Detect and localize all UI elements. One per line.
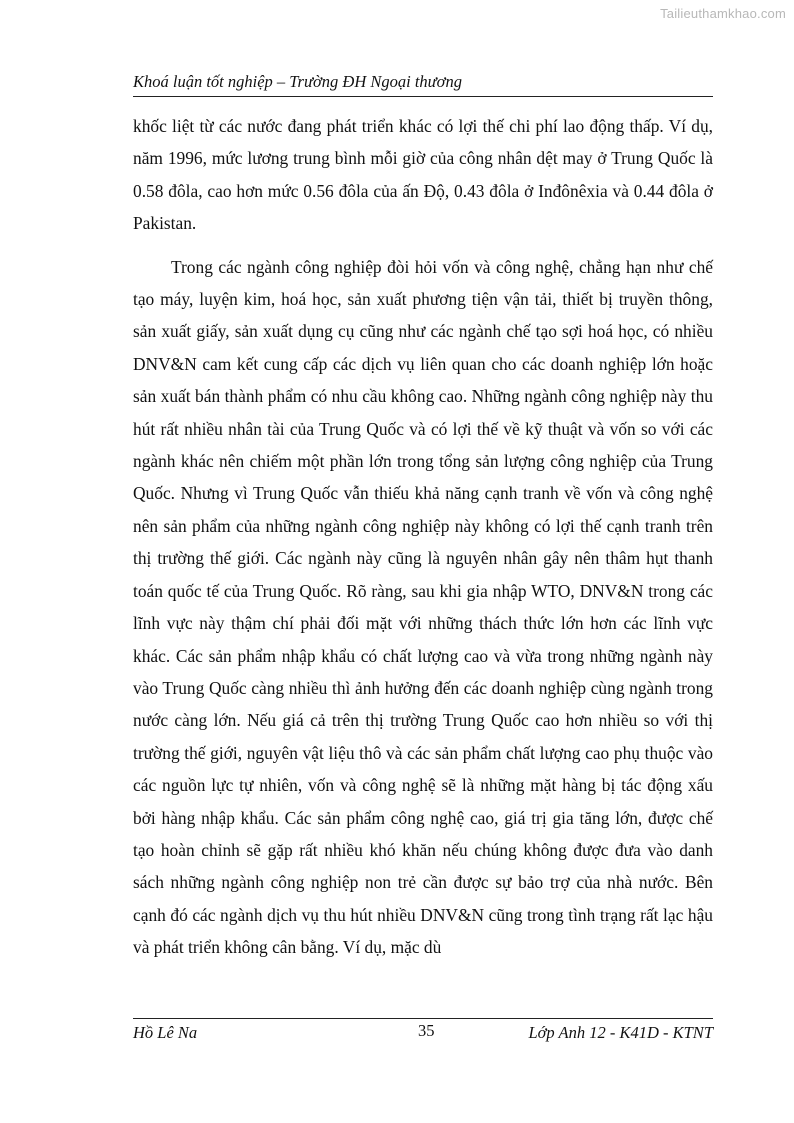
footer-author: Hồ Lê Na (133, 1023, 198, 1042)
paragraph-main: Trong các ngành công nghiệp đòi hỏi vốn và công nghệ, chẳng hạn như chế tạo máy, luyện kim, hoá học, sản xuất phương tiện vận tải, thiết bị truyền thông, sản xuất giấy, sản xuất dụng cụ cũng như các ngành chế tạo sợi hoá học, có nhiều DNV&N cam kết cung cấp các dịch vụ liên quan cho các doanh nghiệp lớn hoặc sản xuất bán thành phẩm có nhu cầu không cao. Những ngành công nghiệp này thu hút rất nhiều nhân tài của Trung Quốc và có lợi thế về kỹ thuật và vốn so với các ngành khác nên chiếm một phần lớn trong tổng sản lượng công nghiệp của Trung Quốc. Nhưng vì Trung Quốc vẫn thiếu khả năng cạnh tranh về vốn và công nghệ nên sản phẩm của những ngành công nghiệp này không có lợi thế cạnh tranh trên thị trường thế giới. Các ngành này cũng là nguyên nhân gây nên thâm hụt thanh toán quốc tế của Trung Quốc. Rõ ràng, sau khi gia nhập WTO, DNV&N trong các lĩnh vực này thậm chí phải đối mặt với những thách thức lớn hơn các lĩnh vực khác. Các sản phẩm nhập khẩu có chất lượng cao và vừa trong những ngành này vào Trung Quốc càng nhiều thì ảnh hưởng đến các doanh nghiệp cùng ngành trong nước càng lớn. Nếu giá cả trên thị trường Trung Quốc cao hơn nhiều so với thị trường thế giới, nguyên vật liệu thô và các sản phẩm chất lượng cao phụ thuộc vào các nguồn lực tự nhiên, vốn và công nghệ sẽ là những mặt hàng bị tác động xấu bởi hàng nhập khẩu. Các sản phẩm công nghệ cao, giá trị gia tăng lớn, được chế tạo hoàn chỉnh sẽ gặp rất nhiều khó khăn nếu chúng không được đưa vào danh sách những ngành công nghiệp non trẻ cần được sự bảo trợ của nhà nước. Bên cạnh đó các ngành dịch vụ thu hút nhiều DNV&N cũng trong tình trạng rất lạc hậu và phát triển không cân bằng. Ví dụ, mặc dù (133, 256, 713, 958)
header-title: Khoá luận tốt nghiệp – Trường ĐH Ngoại thương (133, 72, 462, 91)
watermark: Tailieuthamkhao.com (660, 6, 786, 21)
page-footer (133, 1018, 713, 1046)
document-body (133, 110, 713, 964)
paragraph-continued: khốc liệt từ các nước đang phát triển khác có lợi thế chi phí lao động thấp. Ví dụ, năm 1996, mức lương trung bình mỗi giờ của công nhân dệt may ở Trung Quốc là 0.58 đôla, cao hơn mức 0.56 đôla của ấn Độ, 0.43 đôla ở Inđônêxia và 0.44 đôla ở Pakistan. (133, 116, 713, 234)
page-header (133, 72, 713, 97)
footer-class: Lớp Anh 12 - K41D - KTNT (528, 1023, 713, 1042)
page-number: 35 (418, 1021, 435, 1040)
